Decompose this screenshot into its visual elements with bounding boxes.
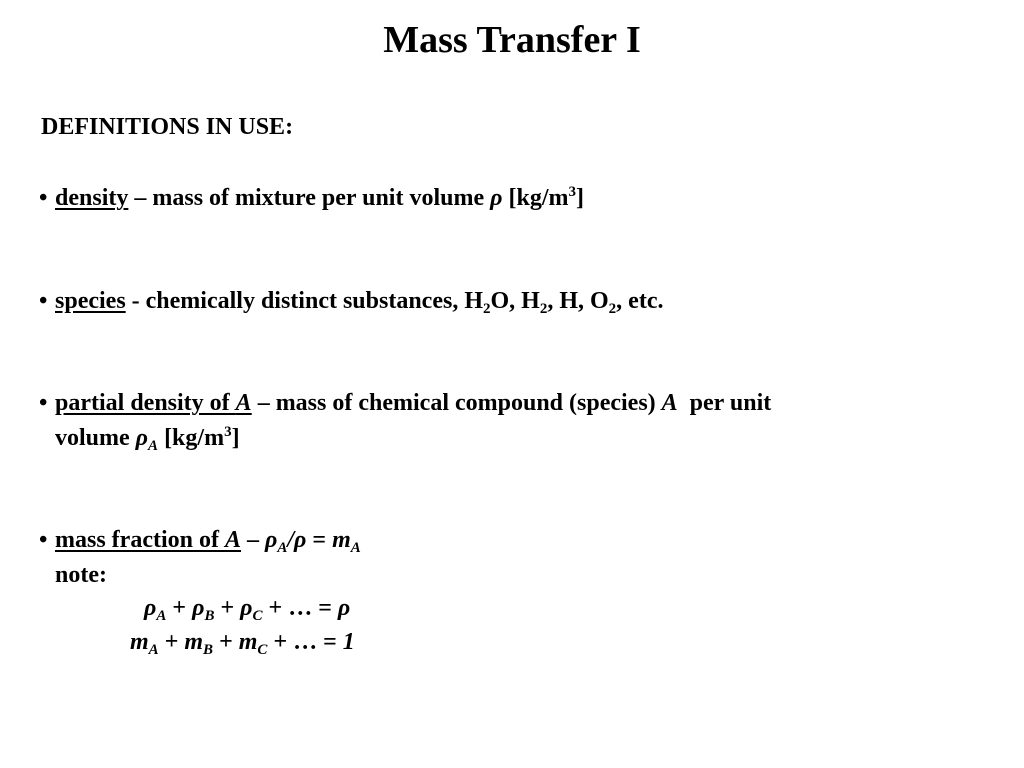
definition-partial-density-line2 — [55, 423, 240, 453]
subscript: 2 — [539, 301, 548, 317]
definition-density — [39, 183, 584, 213]
symbol-m: m — [238, 629, 258, 655]
definition-species — [39, 286, 663, 316]
definition-text: , H, O — [547, 288, 609, 314]
term-species: species — [55, 288, 126, 314]
symbol-m: m — [130, 629, 149, 655]
subscript: B — [204, 608, 215, 624]
equation-rest: + … = — [262, 595, 338, 621]
section-heading: DEFINITIONS IN USE: — [41, 114, 294, 140]
term-mass-fraction — [55, 527, 241, 553]
term-text: partial density of — [55, 390, 236, 416]
definition-partial-density — [39, 388, 771, 418]
bullet: • — [39, 527, 48, 553]
subscript: A — [350, 540, 361, 556]
equation-rest: + … = — [267, 629, 343, 655]
definition-text: , etc. — [616, 288, 664, 314]
symbol-rho: ρ — [192, 595, 205, 621]
term-density: density — [55, 185, 129, 211]
unit-close: ] — [576, 185, 585, 211]
result: 1 — [342, 629, 355, 655]
term-partial-density — [55, 390, 252, 416]
definition-mass-fraction — [39, 525, 361, 555]
symbol-slash-rho: /ρ — [287, 527, 307, 553]
equation-density-sum — [144, 593, 350, 623]
symbol-m: m — [184, 629, 204, 655]
subscript: A — [148, 642, 159, 658]
plus: + — [213, 629, 239, 655]
symbol-rho: ρ — [240, 595, 253, 621]
plus: + — [214, 595, 241, 621]
subscript: C — [257, 642, 268, 658]
term-text: mass fraction of — [55, 527, 225, 553]
definition-text: volume — [55, 425, 136, 451]
symbol-rho: ρ — [264, 527, 278, 553]
note-label: note: — [55, 562, 107, 588]
bullet: • — [39, 390, 48, 416]
term-variable: A — [235, 390, 252, 416]
definition-text: per unit — [677, 390, 772, 416]
variable-a: A — [661, 390, 678, 416]
symbol-rho: ρ — [144, 595, 157, 621]
subscript: 2 — [608, 301, 617, 317]
equals: = — [306, 527, 333, 553]
subscript: A — [156, 608, 167, 624]
term-variable: A — [224, 527, 241, 553]
symbol-rho: ρ — [135, 425, 149, 451]
definition-text: - chemically distinct substances, H — [125, 288, 483, 314]
unit-text: [kg/m — [158, 425, 225, 451]
unit-exponent: 3 — [224, 424, 232, 440]
result: ρ — [337, 595, 351, 621]
subscript: C — [252, 608, 263, 624]
bullet: • — [39, 288, 48, 314]
definition-text: – mass of mixture per unit volume — [128, 185, 491, 211]
definition-text: O, H — [490, 288, 540, 314]
bullet: • — [39, 185, 48, 211]
unit-exponent: 3 — [568, 184, 577, 200]
unit-close: ] — [231, 425, 240, 451]
subscript: 2 — [482, 301, 491, 317]
subscript: A — [148, 438, 159, 454]
symbol-m: m — [332, 527, 351, 553]
unit-text: [kg/m — [502, 185, 569, 211]
subscript: B — [203, 642, 214, 658]
equation-mass-fraction-sum — [130, 627, 355, 657]
symbol-rho: ρ — [490, 185, 503, 211]
subscript: A — [277, 540, 288, 556]
definition-text: – mass of chemical compound (species) — [251, 390, 662, 416]
slide-title: Mass Transfer I — [383, 19, 641, 61]
plus: + — [166, 595, 193, 621]
plus: + — [158, 629, 185, 655]
dash: – — [240, 527, 265, 553]
